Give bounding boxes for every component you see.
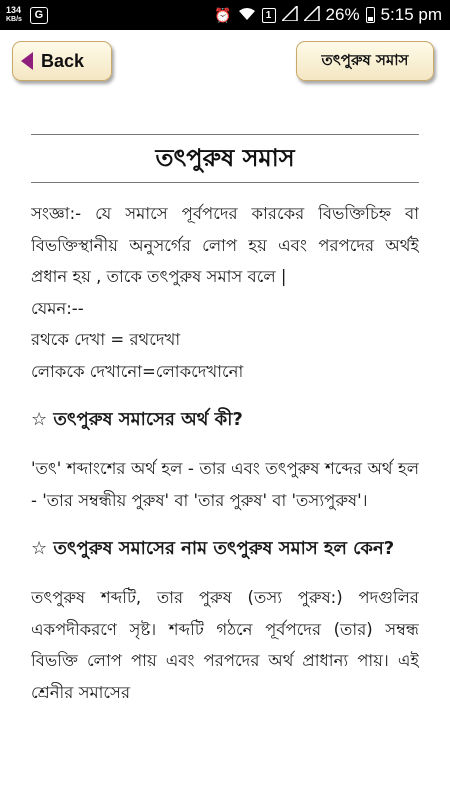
answer-paragraph: 'তৎ' শব্দাংশের অর্থ হল - তার এবং তৎপুরুষ শব্দের অর্থ হল - 'তার সম্বন্ধীয় পুরুষ' বা 'তার পুরুষ' বা 'তস্যপুরুষ'।	[31, 459, 419, 510]
signal-icon-2	[304, 6, 320, 24]
question-heading	[31, 532, 419, 566]
header-title-button[interactable]	[296, 41, 434, 81]
star-icon: ☆	[31, 409, 48, 430]
clock: 5:15 pm	[380, 5, 442, 24]
back-button[interactable]	[12, 41, 112, 81]
status-bar-right	[214, 5, 442, 25]
heading-bottom-divider	[31, 182, 419, 183]
translate-app-icon: G	[30, 7, 48, 24]
example-line: লোককে দেখানো=লোকদেখানো	[31, 361, 244, 381]
battery-percent: 26%	[325, 5, 360, 24]
article-content[interactable]	[31, 94, 419, 800]
status-bar-left	[6, 6, 48, 24]
status-bar	[0, 0, 450, 30]
star-icon: ☆	[31, 538, 48, 559]
article-heading: তৎপুরুষ সমাস	[155, 144, 295, 172]
back-arrow-icon	[21, 52, 33, 70]
example-line: রথকে দেখা = রথদেখা	[31, 330, 181, 349]
network-speed	[6, 6, 22, 24]
back-button-label: Back	[41, 50, 85, 71]
header-title: তৎপুরুষ সমাস	[321, 50, 409, 69]
wifi-icon	[238, 7, 256, 24]
definition-paragraph: সংজ্ঞা:- যে সমাসে পূর্বপদের কারকের বিভক্তিচিহ্ন বা বিভক্তিস্থানীয় অনুসর্গের লোপ হয় এবং পরপদের অর্থই প্রধান হয় , তাকে তৎপুরুষ সমাস বলে |	[31, 204, 419, 286]
question-text: তৎপুরুষ সমাসের নাম তৎপুরুষ সমাস হল কেন?	[53, 538, 395, 559]
question-text: তৎপুরুষ সমাসের অর্থ কী?	[53, 409, 243, 430]
answer-paragraph: তৎপুরুষ শব্দটি, তার পুরুষ (তস্য পুরুষ:) পদগুলির একপদীকরণে সৃষ্ট। শব্দটি গঠনে পূর্বপদের (তার) সম্বন্ধ বিভক্তি লোপ পায় এবং পরপদের অর্থ প্রাধান্য পায়। এই শ্রেনীর সমাসের	[31, 588, 419, 702]
alarm-icon: ⏰	[214, 6, 232, 23]
article-body	[31, 198, 419, 708]
app-header	[0, 30, 450, 94]
question-heading	[31, 403, 419, 437]
network-speed-value: 134	[6, 5, 22, 15]
signal-icon	[282, 6, 298, 24]
heading-top-divider	[31, 134, 419, 135]
sim-icon: 1	[262, 8, 276, 23]
network-speed-unit: KB/s	[6, 16, 22, 23]
battery-icon	[366, 7, 375, 23]
example-label: যেমন:--	[31, 298, 84, 318]
